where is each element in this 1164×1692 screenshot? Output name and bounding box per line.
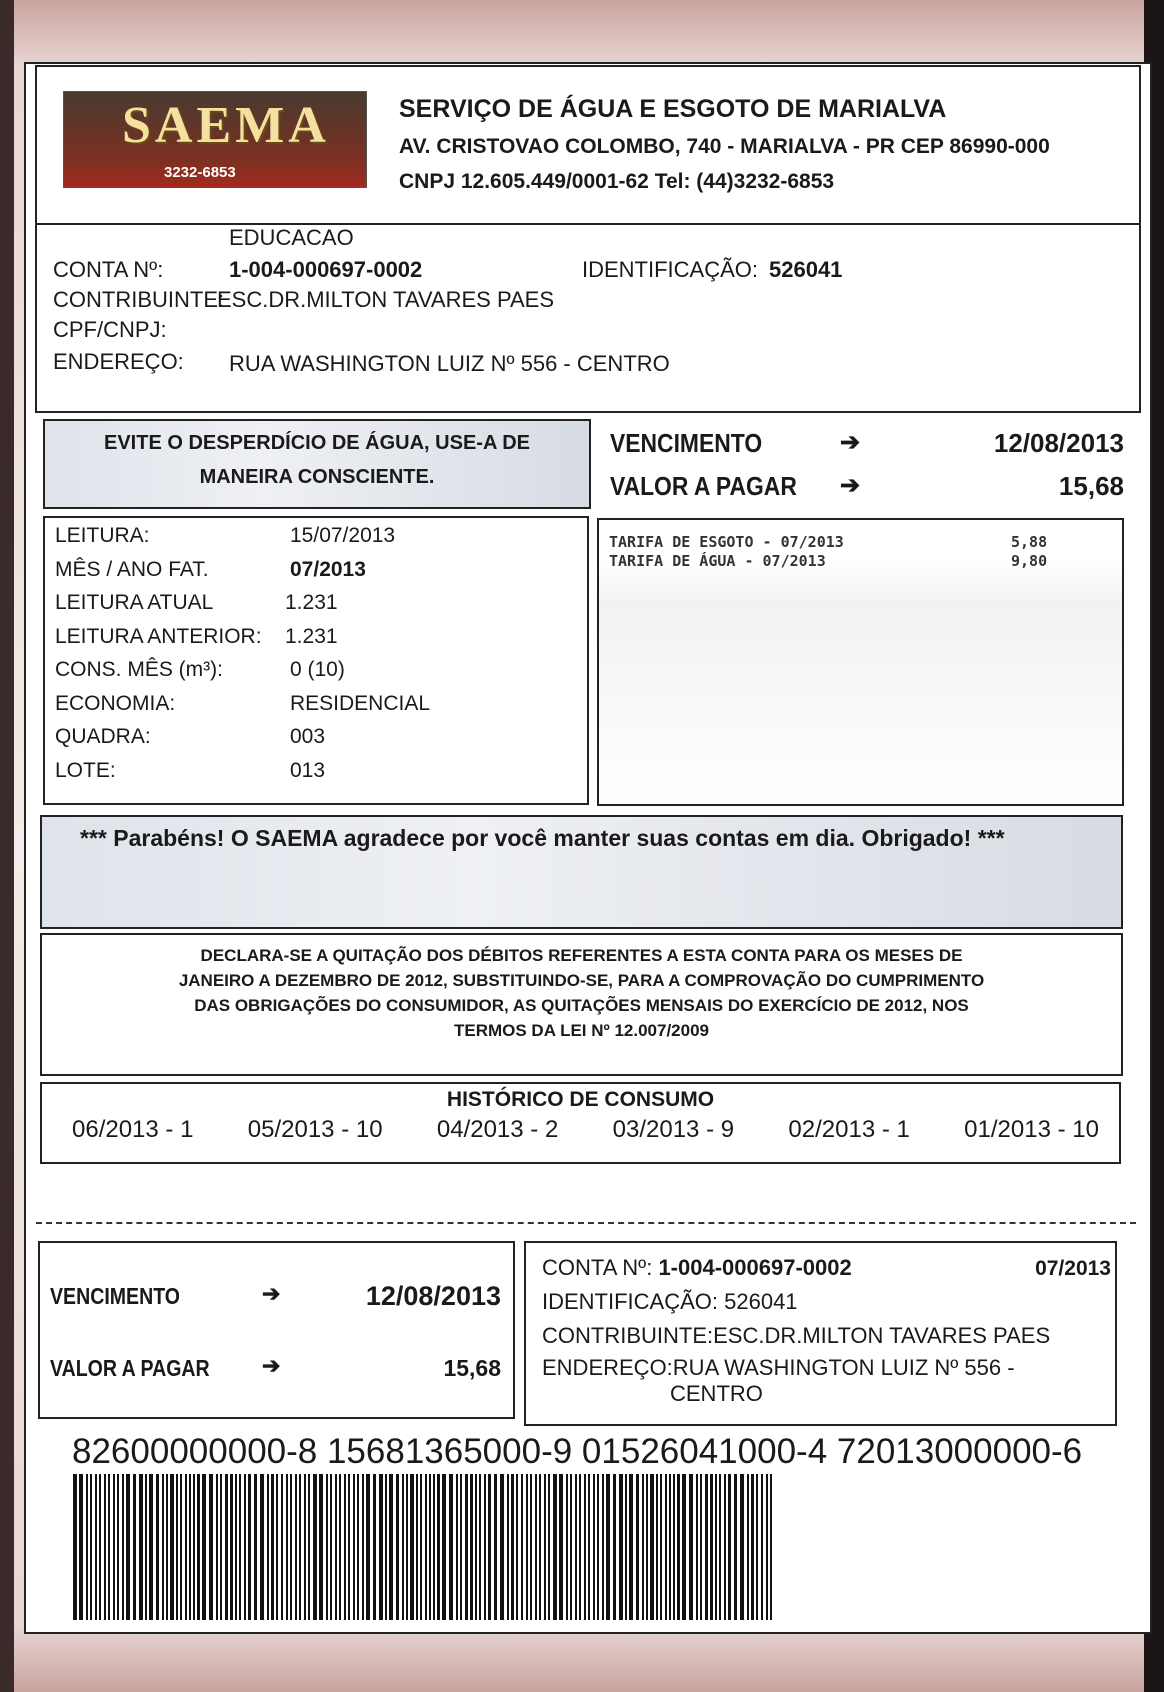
tariff-list (597, 518, 1124, 806)
barcode-bar (734, 1474, 737, 1620)
barcode-bar (597, 1474, 599, 1620)
barcode-bar (239, 1474, 241, 1620)
barcode-bar (669, 1474, 671, 1620)
barcode-bar (126, 1474, 130, 1620)
barcode-bar (761, 1474, 763, 1620)
debt-declaration: DECLARA-SE A QUITAÇÃO DOS DÉBITOS REFERENTES A ESTA CONTA PARA OS MESES DE JANEIRO A DEZEMBRO DE 2012, SUBSTITUINDO-SE, PARA A COMPROVAÇÃO DO CUMPRIMENTO DAS OBRIGAÇÕES DO CONSUMIDOR, AS QUITAÇÕES MENSAIS DO EXERCÍCIO DE 2012, NOS TERMOS DA LEI Nº 12.007/2009 (40, 933, 1123, 1076)
header-box (35, 65, 1141, 225)
barcode-bar (313, 1474, 317, 1620)
customer-info (35, 223, 1141, 413)
stub-customer: CONTA Nº: 1-004-000697-0002 07/2013 IDENTIFICAÇÃO: 526041 CONTRIBUINTE:ESC.DR.MILTON TAVARES PAES ENDEREÇO:RUA WASHINGTON LUIZ Nº 556 - CENTRO (524, 1241, 1117, 1426)
history-item: 03/2013 - 9 (612, 1116, 735, 1143)
barcode-bar (689, 1474, 693, 1620)
barcode-bar (539, 1474, 541, 1620)
thanks-message: *** Parabéns! O SAEMA agradece por você manter suas contas em dia. Obrigado! *** (40, 815, 1123, 929)
barcode-bar (330, 1474, 332, 1620)
barcode-bar (740, 1474, 744, 1620)
barcode-bar (602, 1474, 604, 1620)
reading-value: 1.231 (285, 624, 338, 648)
reading-label: MÊS / ANO FAT. (55, 557, 209, 581)
barcode-bar (235, 1474, 237, 1620)
utility-name: SERVIÇO DE ÁGUA E ESGOTO DE MARIALVA (399, 95, 947, 123)
conta-label: CONTA Nº: (53, 257, 164, 282)
barcode-bar (295, 1474, 297, 1620)
barcode-bar (170, 1474, 174, 1620)
barcode-bar (429, 1474, 431, 1620)
barcode-bar (389, 1474, 393, 1620)
endereco-value: RUA WASHINGTON LUIZ Nº 556 - CENTRO (229, 351, 670, 376)
barcode-bar (507, 1474, 509, 1620)
barcode-bar (636, 1474, 639, 1620)
tariff-value: 9,80 (1011, 552, 1048, 570)
water-notice: EVITE O DESPERDÍCIO DE ÁGUA, USE-A DE MANEIRA CONSCIENTE. (43, 419, 591, 509)
barcode-bar (220, 1474, 222, 1620)
reading-label: LEITURA ATUAL (55, 591, 214, 614)
arrow-icon: ➔ (840, 472, 861, 499)
barcode-bar (362, 1474, 364, 1620)
barcode-bar (606, 1474, 610, 1620)
tariff-value: 5,88 (1011, 533, 1048, 551)
barcode-bar (488, 1474, 491, 1620)
due-date: 12/08/2013 (993, 428, 1124, 458)
barcode-bar (90, 1474, 92, 1620)
barcode-bar (326, 1474, 328, 1620)
barcode-bar (180, 1474, 182, 1620)
barcode-bar (366, 1474, 370, 1620)
barcode-bar (766, 1474, 768, 1620)
history-item: 06/2013 - 1 (72, 1116, 194, 1143)
reading-label: CONS. MÊS (m³): (55, 658, 223, 681)
barcode-bar (149, 1474, 153, 1620)
barcode-bar (281, 1474, 283, 1620)
barcode-bar (319, 1474, 323, 1620)
utility-address: AV. CRISTOVAO COLOMBO, 740 - MARIALVA - PR CEP 86990-000 (399, 135, 1050, 158)
history-item: 01/2013 - 10 (964, 1116, 1099, 1143)
barcode-bar (216, 1474, 218, 1620)
barcode-bar (396, 1474, 399, 1620)
saema-logo: SAEMA 3232-6853 (63, 91, 367, 188)
reading-value: 07/2013 (290, 557, 366, 581)
barcode-bar (267, 1474, 269, 1620)
barcode-bar (353, 1474, 355, 1620)
barcode-bar (433, 1474, 435, 1620)
barcode-bar (117, 1474, 119, 1620)
barcode-bar (133, 1474, 136, 1620)
arrow-icon: ➔ (262, 1281, 281, 1306)
barcode-bar (475, 1474, 477, 1620)
barcode-bar (500, 1474, 504, 1620)
barcode-bar (244, 1474, 246, 1620)
barcode-bar (724, 1474, 726, 1620)
barcode-bar (248, 1474, 251, 1620)
barcode-bar (299, 1474, 301, 1620)
barcode-bar (511, 1474, 514, 1620)
barcode-bar (156, 1474, 159, 1620)
barcode-bar (728, 1474, 731, 1620)
barcode-bar (646, 1474, 648, 1620)
tariff-label: TARIFA DE ESGOTO - 07/2013 (609, 533, 844, 551)
barcode-bar (335, 1474, 337, 1620)
barcode-bar (625, 1474, 627, 1620)
category: EDUCACAO (229, 225, 354, 250)
barcode-bar (479, 1474, 481, 1620)
reading-value: 15/07/2013 (290, 524, 396, 547)
reading-value: 003 (290, 725, 326, 748)
barcode-bar (696, 1474, 698, 1620)
amount-due: 15,68 (1058, 471, 1124, 501)
barcode-bar (86, 1474, 88, 1620)
barcode-bar (416, 1474, 418, 1620)
barcode-bar (579, 1474, 581, 1620)
barcode-bar (122, 1474, 124, 1620)
barcode-bar (308, 1474, 310, 1620)
barcode-bar (379, 1474, 383, 1620)
barcode-bar (113, 1474, 115, 1620)
barcode-bar (108, 1474, 110, 1620)
barcode-bar (526, 1474, 528, 1620)
reading-value: 0 (10) (290, 658, 345, 681)
stub-payment: VENCIMENTO ➔ 12/08/2013 VALOR A PAGAR ➔ 15,68 (38, 1241, 515, 1419)
barcode-bar (544, 1474, 546, 1620)
barcode-bar (402, 1474, 404, 1620)
barcode-bar (145, 1474, 147, 1620)
barcode-bar (304, 1474, 306, 1620)
barcode-bar (629, 1474, 633, 1620)
barcode-bar (95, 1474, 97, 1620)
reading-value: RESIDENCIAL (290, 691, 431, 715)
cpf-label: CPF/CNPJ: (53, 317, 167, 342)
barcode-bar (465, 1474, 468, 1620)
barcode-bar (613, 1474, 616, 1620)
barcode-bar (566, 1474, 568, 1620)
barcode-bar (385, 1474, 387, 1620)
barcode-bar (286, 1474, 288, 1620)
history-title: HISTÓRICO DE CONSUMO (446, 1088, 715, 1111)
reading-label: LEITURA ANTERIOR: (55, 624, 262, 648)
barcode-bar (650, 1474, 654, 1620)
barcode-bar (344, 1474, 346, 1620)
tariff-label: TARIFA DE ÁGUA - 07/2013 (609, 552, 826, 570)
barcode-bar (484, 1474, 486, 1620)
barcode-bar (185, 1474, 187, 1620)
barcode-bar (673, 1474, 675, 1620)
barcode-bar (225, 1474, 228, 1620)
barcode-bar (677, 1474, 680, 1620)
reading-value: 1.231 (285, 591, 338, 614)
contribuinte-value: ESC.DR.MILTON TAVARES PAES (217, 287, 555, 312)
barcode-bar (373, 1474, 376, 1620)
barcode-bar (230, 1474, 233, 1620)
arrow-icon: ➔ (840, 429, 861, 456)
barcode-bar (494, 1474, 497, 1620)
barcode-bar (660, 1474, 662, 1620)
ident-value: 526041 (769, 257, 843, 282)
barcode-bar (700, 1474, 702, 1620)
utility-cnpj-tel: CNPJ 12.605.449/0001-62 Tel: (44)3232-6853 (399, 170, 835, 193)
barcode-bar (162, 1474, 164, 1620)
barcode-bar (516, 1474, 518, 1620)
barcode-bar (73, 1474, 77, 1620)
barcode-bar (460, 1474, 462, 1620)
barcode-bar (410, 1474, 414, 1620)
barcode-bar (548, 1474, 550, 1620)
barcode-bar (357, 1474, 359, 1620)
barcode-bar (584, 1474, 586, 1620)
barcode (73, 1474, 775, 1620)
reading-label: LOTE: (55, 758, 116, 782)
barcode-bar (254, 1474, 257, 1620)
barcode-bar (521, 1474, 523, 1620)
barcode-number: 82600000000-8 15681365000-9 01526041000-4 72013000000-6 (72, 1432, 1083, 1471)
barcode-bar (139, 1474, 143, 1620)
barcode-bar (682, 1474, 686, 1620)
barcode-bar (570, 1474, 572, 1620)
payment-summary: VENCIMENTO ➔ 12/08/2013 VALOR A PAGAR ➔ 15,68 (610, 428, 1124, 501)
history-item: 04/2013 - 2 (436, 1116, 559, 1143)
barcode-bar (593, 1474, 595, 1620)
endereco-label: ENDEREÇO: (53, 349, 184, 374)
barcode-bar (756, 1474, 758, 1620)
barcode-bar (271, 1474, 274, 1620)
barcode-bar (470, 1474, 473, 1620)
barcode-bar (437, 1474, 440, 1620)
barcode-bar (348, 1474, 350, 1620)
barcode-bar (339, 1474, 341, 1620)
barcode-bar (276, 1474, 278, 1620)
reading-details (43, 516, 589, 805)
barcode-bar (751, 1474, 754, 1620)
barcode-bar (705, 1474, 708, 1620)
barcode-bar (710, 1474, 713, 1620)
barcode-bar (715, 1474, 717, 1620)
barcode-bar (209, 1474, 213, 1620)
barcode-bar (535, 1474, 537, 1620)
reading-label: ECONOMIA: (55, 691, 176, 715)
barcode-bar (176, 1474, 178, 1620)
consumption-history (40, 1082, 1121, 1164)
barcode-bar (642, 1474, 644, 1620)
barcode-bar (260, 1474, 264, 1620)
reading-value: 013 (290, 758, 326, 782)
barcode-bar (99, 1474, 101, 1620)
barcode-bar (189, 1474, 191, 1620)
barcode-bar (559, 1474, 563, 1620)
barcode-bar (770, 1474, 772, 1620)
reading-label: LEITURA: (55, 524, 150, 547)
barcode-bar (79, 1474, 83, 1620)
barcode-bar (202, 1474, 206, 1620)
barcode-bar (456, 1474, 458, 1620)
barcode-bar (530, 1474, 532, 1620)
barcode-bar (619, 1474, 623, 1620)
history-item: 02/2013 - 1 (788, 1116, 910, 1143)
barcode-bar (104, 1474, 106, 1620)
barcode-bar (442, 1474, 446, 1620)
barcode-bar (406, 1474, 408, 1620)
barcode-bar (588, 1474, 590, 1620)
barcode-bar (420, 1474, 422, 1620)
barcode-bar (665, 1474, 667, 1620)
conta-value: 1-004-000697-0002 (229, 257, 423, 282)
cut-line (36, 1222, 1136, 1224)
history-item: 05/2013 - 10 (247, 1116, 383, 1143)
barcode-bar (193, 1474, 195, 1620)
barcode-bar (656, 1474, 658, 1620)
barcode-bar (553, 1474, 557, 1620)
barcode-bar (449, 1474, 453, 1620)
barcode-bar (290, 1474, 292, 1620)
reading-label: QUADRA: (55, 725, 151, 748)
barcode-bar (197, 1474, 200, 1620)
barcode-bar (425, 1474, 427, 1620)
contribuinte-label: CONTRIBUINTE: (53, 287, 225, 312)
ident-label: IDENTIFICAÇÃO: (582, 257, 759, 282)
barcode-bar (747, 1474, 749, 1620)
arrow-icon: ➔ (262, 1353, 281, 1378)
scan-edge-left (0, 0, 14, 1692)
barcode-bar (575, 1474, 577, 1620)
barcode-bar (719, 1474, 721, 1620)
barcode-bar (166, 1474, 168, 1620)
